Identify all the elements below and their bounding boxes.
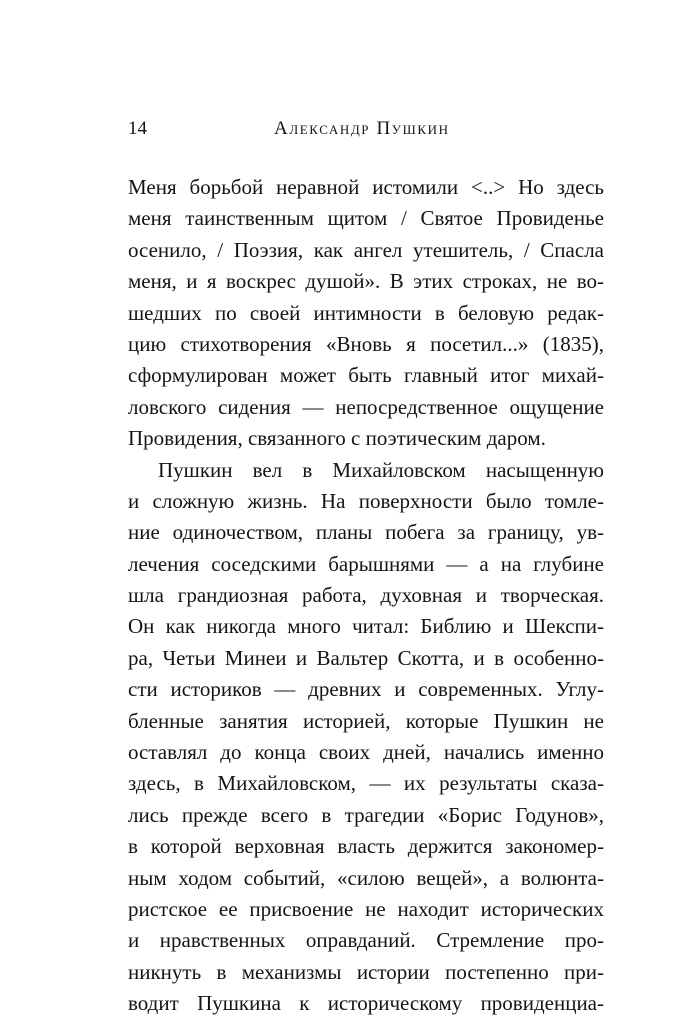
text-line: осенило, / Поэзия, как ангел утешитель, / Спасла (128, 237, 604, 262)
text-line: здесь, в Михайловском, — их результаты сказа- (128, 771, 604, 796)
text-line: водит Пушкина к историческому провиденциа- (128, 991, 604, 1016)
running-head (128, 118, 604, 142)
text-line: сти историков — древних и современных. Углу- (128, 677, 604, 702)
paragraph-2 (128, 455, 604, 1020)
paragraph-1 (128, 172, 604, 455)
text-line: сформулирован может быть главный итог михай- (128, 363, 604, 388)
body-text (128, 172, 604, 1020)
text-line: меня, и я воскрес душой». В этих строках, не во- (128, 269, 604, 294)
text-line: бленные занятия историей, которые Пушкин не (128, 708, 604, 733)
text-line: шедших по своей интимности в беловую редак- (128, 300, 604, 325)
running-title: Александр Пушкин (274, 118, 450, 139)
text-line: Провидения, связанного с поэтическим даром. (128, 426, 546, 451)
text-line: оставлял до конца своих дней, начались именно (128, 740, 604, 765)
text-line: ра, Четьи Минеи и Вальтер Скотта, и в особенно- (128, 645, 604, 670)
text-line: Он как никогда много читал: Библию и Шекспи- (128, 614, 604, 639)
text-line: лечения соседскими барышнями — а на глубине (128, 551, 604, 576)
text-line: никнуть в механизмы истории постепенно при- (128, 959, 604, 984)
text-line: цию стихотворения «Вновь я посетил...» (1835), (128, 331, 604, 356)
text-line: ловского сидения — непосредственное ощущение (128, 394, 604, 419)
text-line: ристское ее присвоение не находит исторических (128, 896, 604, 921)
text-line: и сложную жизнь. На поверхности было томле- (128, 488, 604, 513)
text-line: ние одиночеством, планы побега за границу, ув- (128, 520, 604, 545)
text-line: ным ходом событий, «силою вещей», а волюнта- (128, 865, 604, 890)
text-line: и нравственных оправданий. Стремление про- (128, 928, 604, 953)
text-line: шла грандиозная работа, духовная и творческая. (128, 583, 604, 608)
text-line: Пушкин вел в Михайловском насыщенную (158, 457, 604, 482)
text-line: меня таинственным щитом / Святое Провиденье (128, 206, 604, 231)
text-line: лись прежде всего в трагедии «Борис Годунов», (128, 802, 604, 827)
text-line: в которой верховная власть держится закономер- (128, 834, 604, 859)
text-line: Меня борьбой неравной истомили <..> Но здесь (128, 175, 604, 199)
page-number: 14 (128, 118, 147, 139)
